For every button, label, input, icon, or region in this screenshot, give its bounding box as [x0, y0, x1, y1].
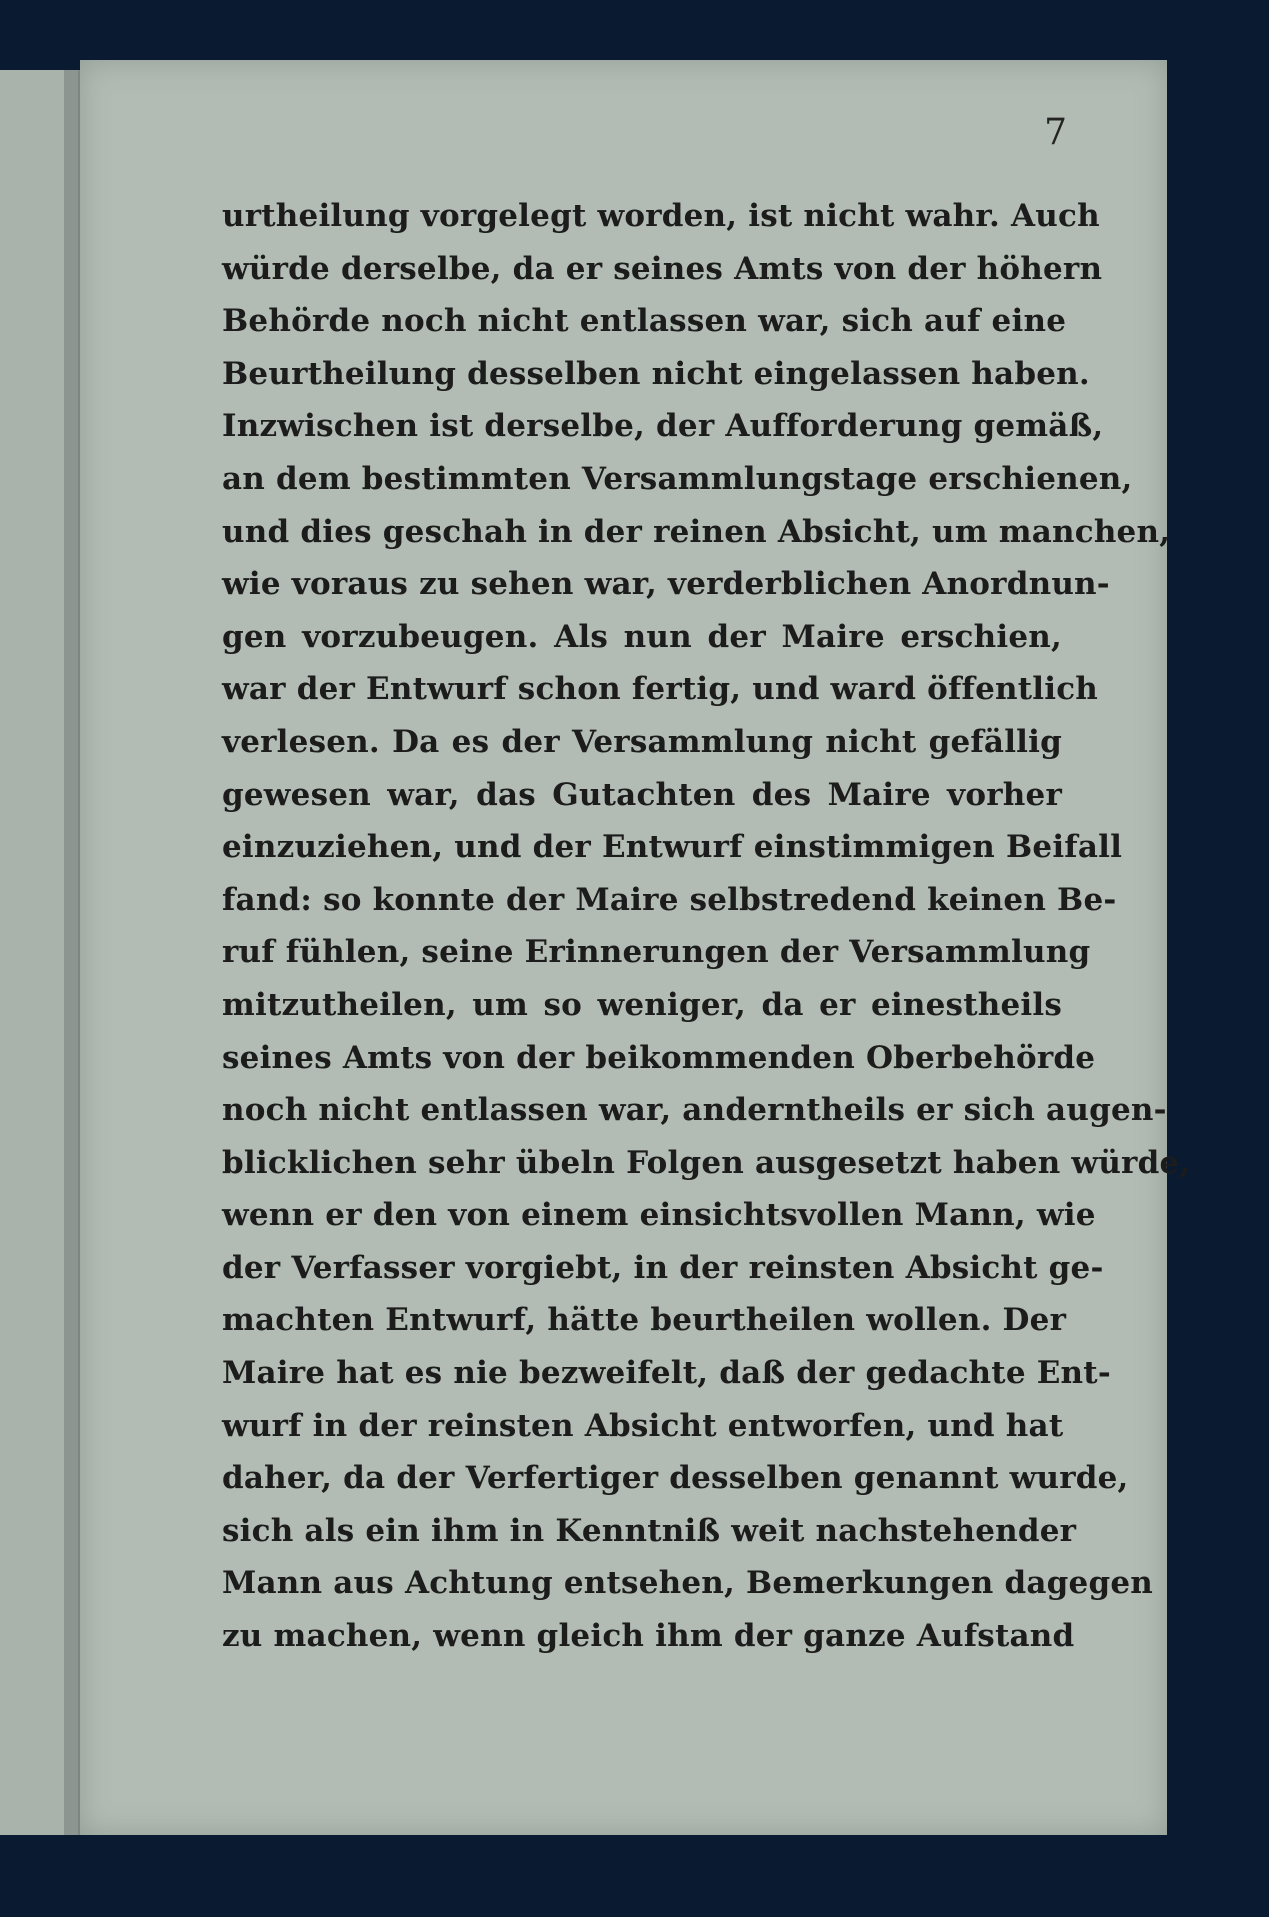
text-line: und dies geschah in der reinen Absicht, um manchen, [222, 513, 1171, 550]
text-line: wie voraus zu sehen war, verderblichen Anordnun- [222, 566, 1110, 603]
text-line: urtheilung vorgelegt worden, ist nicht wahr. Auch [222, 198, 1100, 234]
text-line: sich als ein ihm in Kenntniß weit nachstehender [222, 1512, 1077, 1549]
text-line: an dem bestimmten Versammlungstage erschienen, [222, 460, 1133, 497]
text-line: Behörde noch nicht entlassen war, sich auf eine [222, 303, 1067, 340]
text-line: fand: so konnte der Maire selbstredend keinen Be- [222, 881, 1117, 918]
text-line: Mann aus Achtung entsehen, Bemerkungen dagegen [222, 1565, 1153, 1602]
body-text [222, 190, 1191, 1663]
text-line: ruf fühlen, seine Erinnerungen der Versammlung [222, 934, 1091, 971]
text-line: Inzwischen ist derselbe, der Aufforderung gemäß, [222, 408, 1104, 445]
text-line: noch nicht entlassen war, anderntheils er sich augen- [222, 1092, 1167, 1129]
facing-page-edge [0, 70, 80, 1835]
text-line: daher, da der Verfertiger desselben genannt wurde, [222, 1460, 1129, 1497]
text-line: seines Amts von der beikommenden Oberbehörde [222, 1039, 1096, 1076]
text-line: machten Entwurf, hätte beurtheilen wollen. Der [222, 1302, 1067, 1339]
text-line: verlesen. Da es der Versammlung nicht gefällig [222, 723, 1062, 760]
text-line: der Verfasser vorgiebt, in der reinsten Absicht ge- [222, 1249, 1104, 1286]
text-line: mitzutheilen, um so weniger, da er einestheils [222, 986, 1062, 1023]
text-line: würde derselbe, da er seines Amts von der höhern [222, 250, 1103, 287]
text-line: war der Entwurf schon fertig, und ward öffentlich [222, 671, 1099, 708]
text-line: blicklichen sehr übeln Folgen ausgesetzt haben würde, [222, 1144, 1191, 1181]
text-line: gewesen war, das Gutachten des Maire vorher [222, 776, 1062, 813]
text-line: zu machen, wenn gleich ihm der ganze Aufstand [222, 1618, 1075, 1655]
book-page [80, 60, 1191, 1835]
text-line: wenn er den von einem einsichtsvollen Mann, wie [222, 1197, 1096, 1234]
page-number: 7 [1044, 112, 1067, 153]
page-gutter-shadow [64, 70, 78, 1835]
text-line: gen vorzubeugen. Als nun der Maire erschien, [222, 618, 1062, 655]
text-line: Beurtheilung desselben nicht eingelassen haben. [222, 355, 1090, 392]
text-line: einzuziehen, und der Entwurf einstimmigen Beifall [222, 829, 1123, 866]
text-line: Maire hat es nie bezweifelt, daß der gedachte Ent- [222, 1355, 1111, 1392]
text-line: wurf in der reinsten Absicht entworfen, und hat [222, 1407, 1064, 1444]
